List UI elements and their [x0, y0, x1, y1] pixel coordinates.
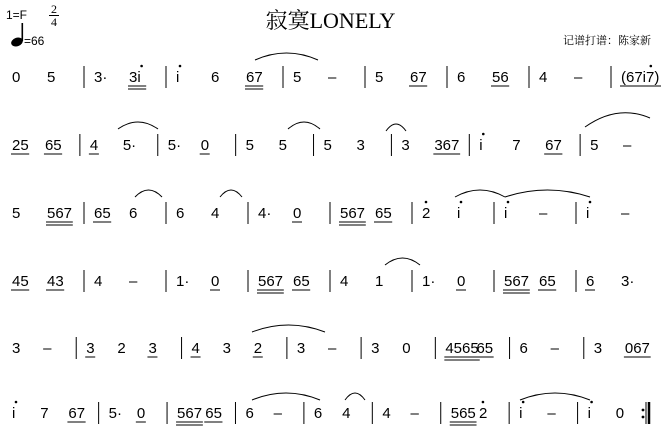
note-group: 3 [12, 340, 21, 357]
note-group: 65 [94, 205, 111, 222]
octave-dot [15, 401, 18, 404]
note-group: i [519, 405, 523, 422]
note-group: 6 [586, 273, 595, 290]
repeat-dot [642, 409, 645, 412]
note-group: 5· [167, 137, 182, 154]
note-group: 6 [519, 340, 528, 357]
note-group: i [587, 405, 591, 422]
note-group: 65 [205, 405, 222, 422]
note-group: i [586, 205, 590, 222]
note-group: 5· [122, 137, 137, 154]
note-group: 2 [422, 205, 431, 222]
note-group: 0 [293, 205, 302, 222]
note-group: 4565 [445, 340, 479, 357]
octave-dot [179, 65, 182, 68]
slur-arc [505, 190, 590, 197]
note-group: 0 [457, 273, 466, 290]
slur-arc [455, 190, 505, 197]
slur-arc [386, 124, 406, 131]
note-group: 2 [117, 340, 126, 357]
slur-arc [252, 325, 325, 332]
note-group: – [547, 405, 556, 422]
note-group: 5 [278, 137, 287, 154]
note-group: 6 [176, 205, 185, 222]
key-signature: 1=F [6, 8, 28, 22]
note-group: 4 [539, 69, 548, 86]
octave-dot [589, 201, 592, 204]
note-group: 3 [296, 340, 306, 357]
note-group: 65 [44, 137, 62, 154]
note-group: 65 [375, 205, 392, 222]
note-group: 367 [434, 137, 460, 154]
note-group: 4 [94, 273, 103, 290]
note-group: 5 [245, 137, 254, 154]
note-group: 5 [590, 137, 599, 154]
note-group: 3 [371, 340, 380, 357]
note-group: 3 [86, 340, 95, 357]
note-group: 567 [258, 273, 284, 290]
note-group: 3· [94, 69, 108, 86]
note-group: 1· [176, 273, 190, 290]
octave-dot [507, 201, 510, 204]
slur-arc [520, 393, 590, 400]
note-group: 7 [40, 405, 49, 422]
note-group: 45 [12, 273, 29, 290]
note-group: – [574, 69, 583, 86]
note-group: 25 [12, 137, 29, 154]
octave-dot [650, 65, 653, 68]
note-group: 3 [593, 340, 603, 357]
note-group: 6 [245, 405, 254, 422]
note-group: – [328, 69, 337, 86]
octave-dot [140, 65, 143, 68]
octave-dot [590, 401, 593, 404]
note-group: 567 [504, 273, 530, 290]
note-group: 3i [129, 69, 141, 86]
song-title: 寂寞LONELY [265, 8, 396, 33]
note-group: 3 [222, 340, 232, 357]
note-group: 0 [12, 69, 21, 86]
octave-dot [460, 201, 463, 204]
note-group: 4 [382, 405, 391, 422]
note-group: 6 [211, 69, 220, 86]
note-group: 0 [200, 137, 210, 154]
note-group: 67 [68, 405, 86, 422]
transcriber-credit: 记谱打谱：陈家新 [563, 35, 651, 47]
note-group: 5 [323, 137, 332, 154]
note-group: i [479, 137, 483, 154]
note-group: 4 [340, 273, 349, 290]
note-group: – [550, 340, 560, 357]
note-group: 567 [177, 405, 203, 422]
slur-arc [345, 393, 365, 400]
note-group: 0 [402, 340, 411, 357]
note-group: 2 [253, 340, 263, 357]
note-group: 56 [492, 69, 509, 86]
note-group: – [328, 340, 337, 357]
time-signature-bottom: 4 [51, 15, 57, 29]
note-group: – [273, 405, 283, 422]
note-group: 67 [410, 69, 427, 86]
note-group: 67 [246, 69, 263, 86]
note-group: 65 [476, 340, 494, 357]
tempo-marking: =66 [24, 34, 45, 48]
slur-arc [255, 53, 318, 60]
note-group: – [621, 205, 630, 222]
slur-arc [288, 122, 320, 129]
note-group: 5 [375, 69, 384, 86]
note-group: 4 [211, 205, 220, 222]
note-group: 4· [258, 205, 272, 222]
slur-arc [118, 122, 158, 129]
note-group: – [410, 405, 419, 422]
note-group: 567 [47, 205, 73, 222]
note-group: 067 [624, 340, 650, 357]
time-signature-top: 2 [51, 2, 57, 16]
slur-arc [252, 393, 320, 400]
note-group: 565 [450, 405, 476, 422]
note-group: 7 [512, 137, 521, 154]
note-group: 6 [129, 205, 138, 222]
note-group: 43 [47, 273, 64, 290]
repeat-dot [642, 416, 645, 419]
octave-dot [482, 133, 485, 136]
note-group: 5 [12, 205, 21, 222]
note-group: i [504, 205, 508, 222]
note-group: – [43, 340, 52, 357]
note-group: i [457, 205, 461, 222]
note-group: 3 [356, 137, 365, 154]
note-group: 3 [148, 340, 157, 357]
note-group: (67i7) [621, 69, 660, 86]
slur-arc [585, 113, 650, 127]
note-group: 6 [313, 405, 323, 422]
octave-dot [482, 401, 485, 404]
note-group: 4 [342, 405, 351, 422]
note-group: 567 [340, 205, 366, 222]
slur-arc [220, 190, 242, 197]
note-group: 2 [478, 405, 488, 422]
slur-arc [135, 190, 162, 197]
note-group: – [129, 273, 138, 290]
note-group: 0 [136, 405, 146, 422]
note-group: 0 [615, 405, 625, 422]
note-group: – [539, 205, 548, 222]
note-group: 67 [545, 137, 562, 154]
note-group: 5 [47, 69, 56, 86]
note-group: 65 [539, 273, 556, 290]
note-group: – [623, 137, 632, 154]
note-group: 65 [293, 273, 310, 290]
note-group: 6 [457, 69, 466, 86]
note-group: 4 [89, 137, 99, 154]
note-group: 4 [191, 340, 200, 357]
note-group: 1 [375, 273, 384, 290]
note-group: 0 [211, 273, 220, 290]
note-group: 1· [422, 273, 436, 290]
octave-dot [522, 401, 525, 404]
note-group: i [176, 69, 180, 86]
note-group: 5 [293, 69, 302, 86]
note-group: 3 [401, 137, 410, 154]
note-group: 5· [108, 405, 122, 422]
note-group: i [12, 405, 16, 422]
octave-dot [425, 201, 428, 204]
slur-arc [385, 258, 420, 265]
note-group: 3· [621, 273, 635, 290]
